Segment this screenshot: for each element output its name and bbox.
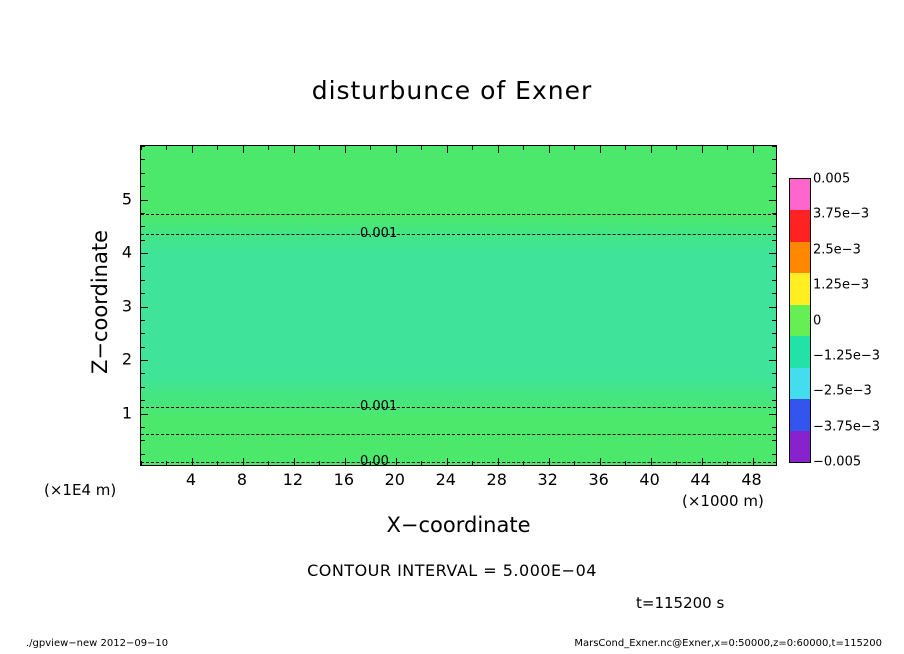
x-axis-tick: [294, 146, 295, 153]
x-axis-tick: [166, 461, 167, 465]
y-axis-tick: [772, 173, 776, 174]
y-axis-units: (×1E4 m): [44, 481, 117, 499]
y-axis-tick: [141, 253, 148, 254]
x-axis-tick: [166, 146, 167, 150]
y-axis-tick: [141, 414, 148, 415]
x-axis-tick: [421, 461, 422, 465]
contour-label: 0.00: [356, 454, 393, 466]
y-axis-tick-label: 5: [121, 189, 132, 208]
y-axis-title: Z−coordinate: [88, 230, 112, 374]
colorbar-cell: [790, 273, 810, 304]
y-axis-tick: [141, 333, 145, 334]
time-label: t=115200 s: [636, 594, 725, 612]
x-axis-tick-label: 40: [639, 470, 660, 489]
y-axis-tick: [141, 186, 145, 187]
colorbar-tick-label: 2.5e−3: [813, 242, 861, 258]
x-axis-tick-label: 4: [185, 470, 197, 489]
x-axis-tick-label: 44: [690, 470, 711, 489]
x-axis-tick: [753, 458, 754, 465]
x-axis-tick: [421, 146, 422, 150]
x-axis-tick: [549, 146, 550, 153]
x-axis-tick: [192, 146, 193, 153]
x-axis-tick: [625, 146, 626, 150]
x-axis-tick: [600, 458, 601, 465]
colorbar-tick-label: 0: [813, 313, 822, 328]
contour-line: [141, 407, 776, 408]
x-axis-tick: [498, 146, 499, 153]
y-axis-tick: [772, 146, 776, 147]
y-axis-tick: [769, 253, 776, 254]
x-axis-tick: [319, 461, 320, 465]
x-axis-tick: [294, 458, 295, 465]
x-axis-tick: [243, 146, 244, 153]
x-axis-tick: [549, 458, 550, 465]
contour-line: [141, 234, 776, 235]
y-axis-tick: [141, 320, 145, 321]
x-axis-tick-label: 32: [537, 470, 558, 489]
contour-plot: [140, 145, 777, 466]
y-axis-tick: [772, 186, 776, 187]
x-axis-tick-label: 12: [282, 470, 304, 489]
chart-title: disturbunce of Exner: [311, 76, 593, 105]
x-axis-tick: [268, 146, 269, 150]
y-axis-tick: [769, 307, 776, 308]
y-axis-tick: [141, 226, 145, 227]
colorbar-tick-label: −2.5e−3: [813, 383, 872, 399]
y-axis-tick: [772, 440, 776, 441]
y-axis-tick: [772, 213, 776, 214]
y-axis-tick: [141, 240, 145, 241]
x-axis-tick: [523, 146, 524, 150]
y-axis-tick: [141, 200, 148, 201]
x-axis-tick: [676, 461, 677, 465]
y-axis-tick: [141, 293, 145, 294]
x-axis-tick-label: 48: [741, 470, 762, 489]
colorbar-cell: [790, 336, 810, 367]
x-axis-tick: [243, 458, 244, 465]
x-axis-tick: [727, 146, 728, 150]
y-axis-tick-label: 1: [121, 403, 132, 422]
x-axis-title: X−coordinate: [386, 513, 531, 537]
y-axis-tick: [141, 360, 148, 361]
x-axis-tick: [192, 458, 193, 465]
x-axis-units: (×1000 m): [682, 492, 764, 510]
y-axis-tick: [769, 414, 776, 415]
contour-line: [141, 434, 776, 435]
colorbar-cell: [790, 179, 810, 210]
x-axis-tick: [753, 146, 754, 153]
contour-interval-label: CONTOUR INTERVAL = 5.000E−04: [307, 561, 597, 580]
contour-line: [141, 462, 776, 463]
y-axis-tick: [141, 454, 145, 455]
y-axis-tick-label: 4: [121, 242, 132, 262]
y-axis-tick: [141, 146, 145, 147]
x-axis-tick: [676, 146, 677, 150]
y-axis-tick: [772, 280, 776, 281]
x-axis-tick: [574, 461, 575, 465]
colorbar-tick-label: 3.75e−3: [813, 206, 870, 222]
y-axis-tick: [141, 173, 145, 174]
footer-right-text: MarsCond_Exner.nc@Exner,x=0:50000,z=0:60000,t=115200: [574, 638, 882, 649]
x-axis-tick: [268, 461, 269, 465]
colorbar-tick-label: −1.25e−3: [813, 348, 880, 364]
x-axis-tick-label: 8: [236, 470, 247, 489]
x-axis-tick: [472, 146, 473, 150]
y-axis-tick: [141, 400, 145, 401]
x-axis-tick: [345, 146, 346, 153]
colorbar-tick-label: −3.75e−3: [813, 419, 880, 435]
x-axis-tick: [472, 461, 473, 465]
colorbar-cell: [790, 399, 810, 430]
y-axis-tick: [769, 200, 776, 201]
x-axis-tick: [702, 146, 703, 153]
y-axis-tick: [141, 213, 145, 214]
y-axis-tick: [141, 159, 145, 160]
y-axis-tick: [772, 400, 776, 401]
x-axis-tick-label: 24: [435, 470, 456, 489]
x-axis-tick-label: 20: [384, 470, 405, 489]
x-axis-tick: [447, 458, 448, 465]
x-axis-tick: [345, 458, 346, 465]
x-axis-tick: [702, 458, 703, 465]
x-axis-tick: [651, 146, 652, 153]
y-axis-tick-label: 2: [121, 349, 132, 369]
y-axis-tick: [141, 347, 145, 348]
x-axis-tick: [574, 146, 575, 150]
x-axis-tick: [447, 146, 448, 153]
contour-line: [141, 214, 776, 215]
x-axis-tick: [217, 146, 218, 150]
y-axis-tick: [141, 307, 148, 308]
colorbar: [789, 178, 811, 463]
colorbar-cell: [790, 242, 810, 273]
y-axis-tick: [141, 440, 145, 441]
colorbar-cell: [790, 368, 810, 399]
y-axis-tick: [772, 347, 776, 348]
x-axis-tick: [651, 458, 652, 465]
y-axis-tick: [141, 387, 145, 388]
y-axis-tick: [772, 320, 776, 321]
contour-label: 0.001: [356, 399, 401, 414]
x-axis-tick: [319, 146, 320, 150]
colorbar-cell: [790, 210, 810, 241]
x-axis-tick: [523, 461, 524, 465]
y-axis-tick: [772, 387, 776, 388]
x-axis-tick: [727, 461, 728, 465]
y-axis-tick: [772, 427, 776, 428]
colorbar-cell: [790, 305, 810, 336]
y-axis-tick: [772, 293, 776, 294]
y-axis-tick: [772, 266, 776, 267]
x-axis-tick-label: 16: [333, 470, 355, 489]
y-axis-tick: [772, 159, 776, 160]
x-axis-tick: [625, 461, 626, 465]
y-axis-tick: [772, 226, 776, 227]
x-axis-tick: [217, 461, 218, 465]
y-axis-tick: [141, 373, 145, 374]
y-axis-tick-label: 3: [121, 296, 132, 315]
colorbar-tick-label: 1.25e−3: [813, 277, 870, 293]
contour-label: 0.001: [356, 226, 401, 241]
x-axis-tick-label: 36: [588, 470, 609, 489]
y-axis-tick: [769, 360, 776, 361]
y-axis-tick: [772, 454, 776, 455]
x-axis-tick: [396, 146, 397, 153]
colorbar-cell: [790, 431, 810, 462]
contour-field: [141, 146, 776, 465]
colorbar-tick-label: −0.005: [813, 454, 862, 470]
footer-left-text: ./gpview−new 2012−09−10: [26, 638, 169, 649]
x-axis-tick: [141, 461, 142, 465]
y-axis-tick: [141, 427, 145, 428]
x-axis-tick: [370, 146, 371, 150]
x-axis-tick: [600, 146, 601, 153]
x-axis-tick-label: 28: [486, 470, 507, 489]
y-axis-tick: [772, 240, 776, 241]
y-axis-tick: [141, 266, 145, 267]
x-axis-tick: [498, 458, 499, 465]
colorbar-tick-label: 0.005: [813, 171, 851, 187]
y-axis-tick: [141, 280, 145, 281]
y-axis-tick: [772, 373, 776, 374]
y-axis-tick: [772, 333, 776, 334]
